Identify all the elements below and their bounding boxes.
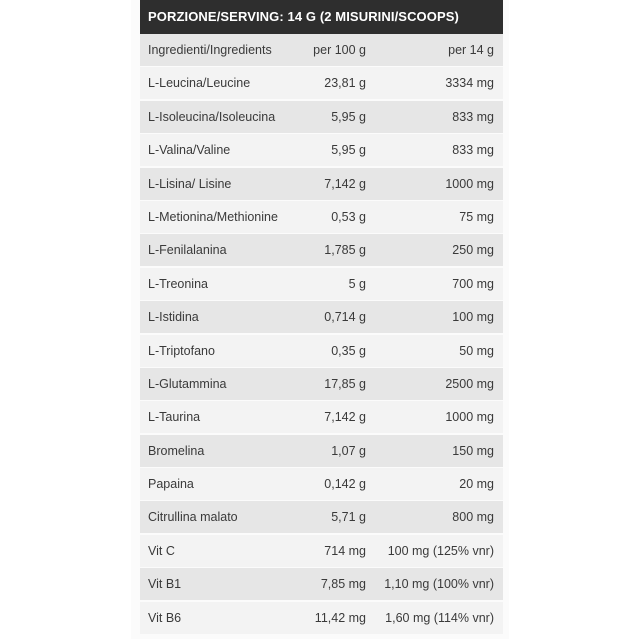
value-per-100g: 1,785 g — [324, 243, 366, 258]
value-per-14g: 3334 mg — [445, 76, 494, 91]
value-per-100g: 7,142 g — [324, 410, 366, 425]
table-row — [140, 535, 503, 567]
value-per-100g: 5,95 g — [331, 109, 366, 124]
ingredient-name: Vit C — [148, 543, 175, 558]
ingredient-name: Ingredienti/Ingredients — [148, 43, 272, 57]
table-header: PORZIONE/SERVING: 14 G (2 MISURINI/SCOOPS) — [140, 0, 503, 34]
table-row — [140, 301, 503, 333]
ingredient-name: Bromelina — [148, 443, 205, 458]
table-row — [140, 134, 503, 166]
ingredient-name: L-Leucina/Leucine — [148, 76, 251, 91]
value-per-100g: 1,07 g — [331, 443, 366, 458]
value-per-100g: per 100 g — [313, 43, 366, 57]
value-per-100g: 5 g — [348, 276, 366, 291]
value-per-100g: 17,85 g — [324, 376, 366, 391]
value-per-14g: 20 mg — [459, 477, 494, 492]
value-per-100g: 0,53 g — [331, 209, 366, 224]
nutrition-table — [140, 0, 503, 635]
value-per-14g: 50 mg — [459, 343, 494, 358]
ingredient-name: L-Fenilalanina — [148, 243, 227, 258]
value-per-14g: 1000 mg — [445, 176, 494, 191]
value-per-100g: 7,85 mg — [320, 577, 366, 592]
value-per-14g: per 14 g — [448, 43, 494, 57]
value-per-100g: 7,142 g — [324, 176, 366, 191]
table-row — [140, 67, 503, 99]
table-row — [140, 568, 503, 600]
table-row — [140, 101, 503, 133]
value-per-14g: 1000 mg — [445, 410, 494, 425]
ingredient-name: L-Glutammina — [148, 376, 227, 391]
table-row — [140, 468, 503, 500]
table-row — [140, 368, 503, 400]
ingredient-name: L-Triptofano — [148, 343, 215, 358]
value-per-100g: 0,35 g — [331, 343, 366, 358]
ingredient-name: L-Metionina/Methionine — [148, 209, 278, 224]
value-per-14g: 833 mg — [452, 109, 494, 124]
value-per-14g: 100 mg — [452, 310, 494, 325]
table-row — [140, 201, 503, 233]
value-per-14g: 1,60 mg (114% vnr) — [385, 610, 494, 625]
value-per-100g: 5,71 g — [331, 510, 366, 525]
value-per-14g: 250 mg — [452, 243, 494, 258]
table-row — [140, 602, 503, 634]
value-per-14g: 100 mg (125% vnr) — [387, 543, 494, 558]
ingredient-name: L-Valina/Valine — [148, 143, 231, 158]
table-row — [140, 268, 503, 300]
table-body — [140, 34, 503, 634]
value-per-14g: 150 mg — [452, 443, 494, 458]
ingredient-name: L-Isoleucina/Isoleucina — [148, 109, 276, 124]
ingredient-name: L-Istidina — [148, 310, 199, 325]
value-per-14g: 800 mg — [452, 510, 494, 525]
ingredient-name: Citrullina malato — [148, 510, 238, 525]
table-row — [140, 234, 503, 266]
value-per-100g: 11,42 mg — [314, 610, 366, 625]
value-per-14g: 2500 mg — [445, 376, 494, 391]
table-row — [140, 501, 503, 533]
value-per-100g: 714 mg — [324, 543, 366, 558]
value-per-14g: 75 mg — [459, 209, 494, 224]
table-row — [140, 435, 503, 467]
ingredient-name: L-Taurina — [148, 410, 201, 425]
value-per-100g: 0,714 g — [324, 310, 366, 325]
value-per-14g: 1,10 mg (100% vnr) — [384, 577, 494, 592]
value-per-100g: 0,142 g — [324, 477, 366, 492]
table-row — [140, 401, 503, 433]
ingredient-name: L-Treonina — [148, 276, 208, 291]
ingredient-name: Papaina — [148, 477, 194, 492]
ingredient-name: L-Lisina/ Lisine — [148, 176, 232, 191]
value-per-100g: 5,95 g — [331, 143, 366, 158]
table-column-headers — [140, 34, 503, 66]
table-row — [140, 335, 503, 367]
ingredient-name: Vit B1 — [148, 577, 182, 592]
ingredient-name: Vit B6 — [148, 610, 182, 625]
table-row — [140, 168, 503, 200]
value-per-100g: 23,81 g — [324, 76, 366, 91]
value-per-14g: 700 mg — [452, 276, 494, 291]
value-per-14g: 833 mg — [452, 143, 494, 158]
